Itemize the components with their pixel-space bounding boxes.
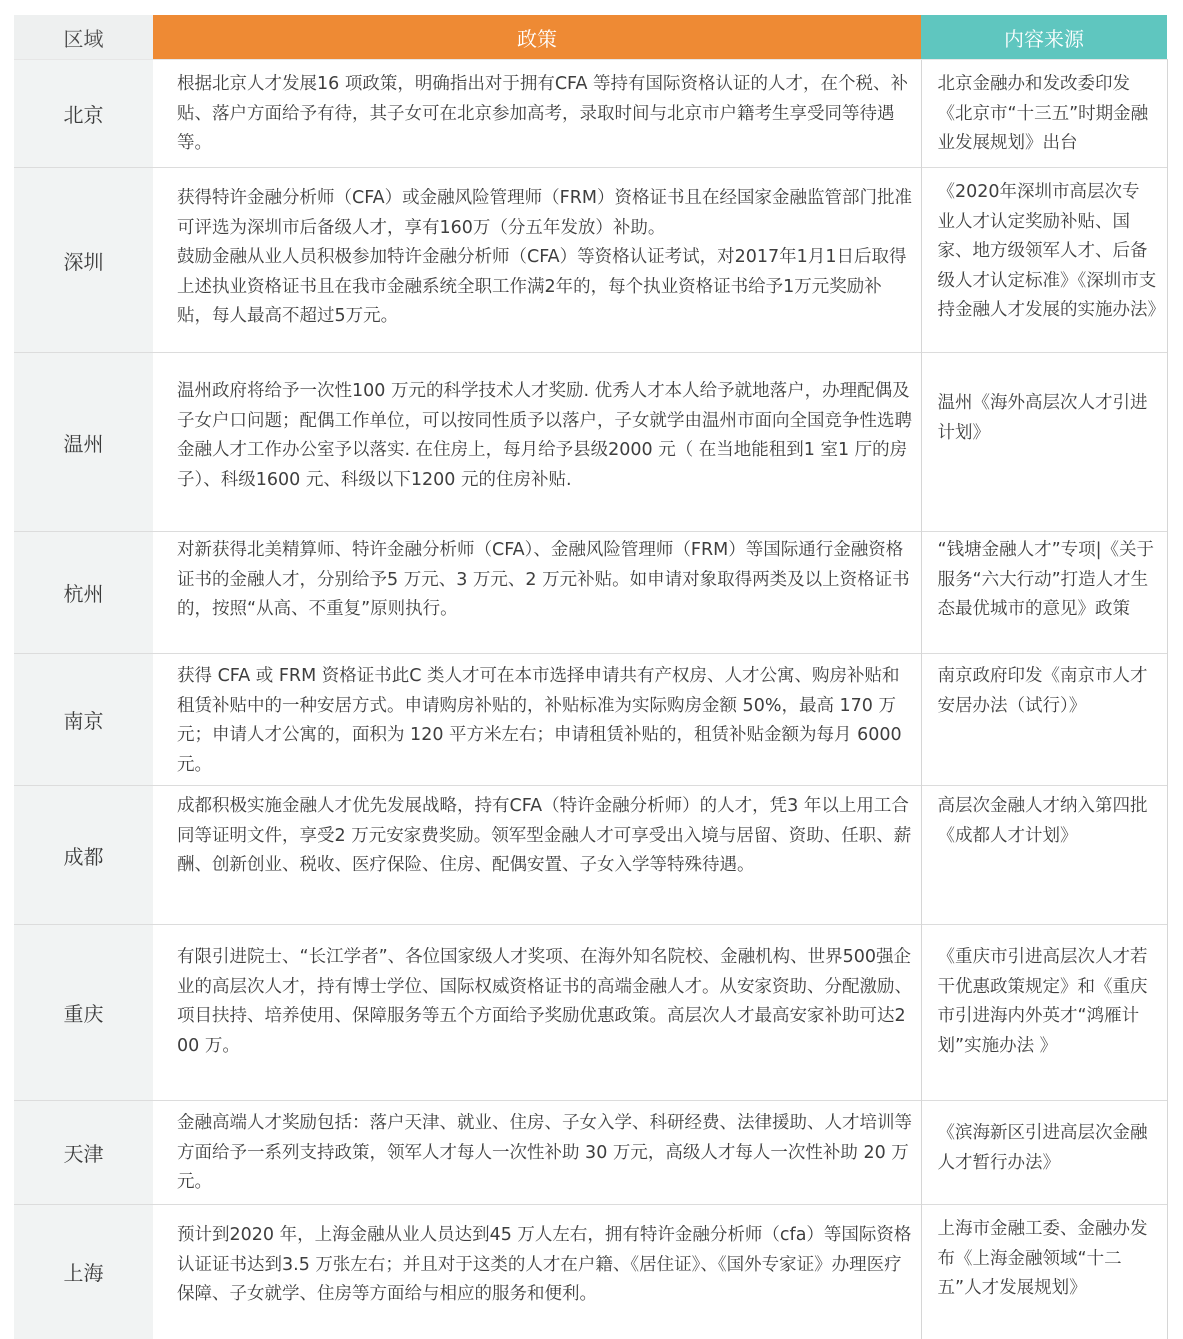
policy-cell <box>153 654 921 786</box>
header-policy: 政策 <box>153 15 921 60</box>
policy-text: 根据北京人才发展16 项政策，明确指出对于拥有CFA 等持有国际资格认证的人才，在个税、补贴、落户方面给予有待，其子女可在北京参加高考，录取时间与北京市户籍考生享受同等待遇等。 <box>177 74 909 153</box>
policy-text: 有限引进院士、“长江学者”、各位国家级人才奖项、在海外知名院校、金融机构、世界500强企业的高层次人才，持有博士学位、国际权威资格证书的高端金融人才。从安家资助、分配激励、项目扶持、培养使用、保障服务等五个方面给予奖励优惠政策。高层次人才最高安家补助可达200 万。 <box>177 947 912 1056</box>
source-text: 《滨海新区引进高层次金融人才暂行办法》 <box>937 1123 1148 1173</box>
source-cell <box>921 786 1167 925</box>
source-cell <box>921 925 1167 1101</box>
table-row <box>14 1101 1167 1205</box>
policy-text: 预计到2020 年，上海金融从业人员达到45 万人左右，拥有特许金融分析师（cfa）等国际资格认证证书达到3.5 万张左右；并且对于这类的人才在户籍、《居住证》、《国外专家证》办理医疗保障、子女就学、住房等方面给与相应的服务和便利。 <box>177 1225 912 1304</box>
policy-cell <box>153 925 921 1101</box>
source-cell <box>921 532 1167 654</box>
policy-cell <box>153 168 921 353</box>
source-text: 南京政府印发《南京市人才安居办法（试行）》 <box>937 666 1148 716</box>
policy-cell <box>153 353 921 532</box>
policy-cell <box>153 1205 921 1339</box>
table-header-row <box>14 15 1167 60</box>
policy-cell <box>153 1101 921 1205</box>
policy-cell <box>153 786 921 925</box>
table-row <box>14 60 1167 168</box>
table-row <box>14 925 1167 1101</box>
table-row <box>14 168 1167 353</box>
source-text: 北京金融办和发改委印发《北京市“十三五”时期金融业发展规划》出台 <box>937 74 1149 153</box>
source-cell <box>921 168 1167 353</box>
source-text: 《2020年深圳市高层次专业人才认定奖励补贴、国家、地方级领军人才、后备级人才认定标准》《深圳市支持金融人才发展的实施办法》 <box>937 182 1165 320</box>
policy-cell <box>153 60 921 168</box>
policy-table <box>14 15 1168 1339</box>
source-text: 温州《海外高层次人才引进计划》 <box>937 393 1148 443</box>
source-text: 上海市金融工委、金融办发布《上海金融领域“十二五”人才发展规划》 <box>937 1219 1148 1298</box>
table-row <box>14 532 1167 654</box>
policy-text: 成都积极实施金融人才优先发展战略，持有CFA（特许金融分析师）的人才，凭3 年以上用工合同等证明文件，享受2 万元安家费奖励。领军型金融人才可享受出入境与居留、资助、任职、薪酬、创新创业、税收、医疗保险、住房、配偶安置、子女入学等特殊待遇。 <box>177 796 912 875</box>
header-source: 内容来源 <box>921 15 1167 60</box>
policy-text: 获得 CFA 或 FRM 资格证书此C 类人才可在本市选择申请共有产权房、人才公寓、购房补贴和租赁补贴中的一种安居方式。申请购房补贴的，补贴标准为实际购房金额 50%，最高 170 万元；申请人才公寓的，面积为 120 平方米左右；申请租赁补贴的，租赁补贴金额为每月 6000 元。 <box>177 666 902 775</box>
table-row <box>14 786 1167 925</box>
policy-text: 温州政府将给予一次性100 万元的科学技术人才奖励. 优秀人才本人给予就地落户，办理配偶及子女户口问题；配偶工作单位，可以按同性质予以落户，子女就学由温州市面向全国竞争性选聘金融人才工作办公室予以落实. 在住房上，每月给予县级2000 元（ 在当地能租到1 室1 厅的房子）、科级1600 元、科级以下1200 元的住房补贴. <box>177 381 912 490</box>
source-text: 高层次金融人才纳入第四批《成都人才计划》 <box>937 796 1148 846</box>
source-cell <box>921 353 1167 532</box>
source-text: 《重庆市引进高层次人才若干优惠政策规定》和《重庆市引进海内外英才“鸿雁计划”实施办法 》 <box>937 947 1148 1056</box>
policy-text: 对新获得北美精算师、特许金融分析师（CFA）、金融风险管理师（FRM）等国际通行金融资格证书的金融人才，分别给予5 万元、3 万元、2 万元补贴。如申请对象取得两类及以上资格证书的，按照“从高、不重复”原则执行。 <box>177 540 910 619</box>
source-cell <box>921 60 1167 168</box>
region-cell: 重庆 <box>14 925 153 1101</box>
region-cell: 成都 <box>14 786 153 925</box>
region-cell: 杭州 <box>14 532 153 654</box>
policy-text: 鼓励金融从业人员积极参加特许金融分析师（CFA）等资格认证考试，对2017年1月1日后取得上述执业资格证书且在我市金融系统全职工作满2年的，每个执业资格证书给予1万元奖励补贴，每人最高不超过5万元。 <box>177 247 907 326</box>
policy-text: 获得特许金融分析师（CFA）或金融风险管理师（FRM）资格证书且在经国家金融监管部门批准可评选为深圳市后备级人才，享有160万（分五年发放）补助。 <box>177 188 912 238</box>
source-cell <box>921 654 1167 786</box>
table-row <box>14 1205 1167 1339</box>
policy-text: 金融高端人才奖励包括：落户天津、就业、住房、子女入学、科研经费、法律援助、人才培训等方面给予一系列支持政策，领军人才每人一次性补助 30 万元，高级人才每人一次性补助 20 万元。 <box>177 1113 912 1192</box>
source-text: “钱塘金融人才”专项|《关于服务“六大行动”打造人才生态最优城市的意见》政策 <box>937 540 1155 619</box>
source-cell <box>921 1101 1167 1205</box>
region-cell: 上海 <box>14 1205 153 1339</box>
policy-cell <box>153 532 921 654</box>
policy-table-container <box>14 15 1167 1339</box>
region-cell: 北京 <box>14 60 153 168</box>
region-cell: 天津 <box>14 1101 153 1205</box>
table-row <box>14 353 1167 532</box>
table-row <box>14 654 1167 786</box>
region-cell: 温州 <box>14 353 153 532</box>
region-cell: 南京 <box>14 654 153 786</box>
source-cell <box>921 1205 1167 1339</box>
header-region: 区域 <box>14 15 153 60</box>
region-cell: 深圳 <box>14 168 153 353</box>
